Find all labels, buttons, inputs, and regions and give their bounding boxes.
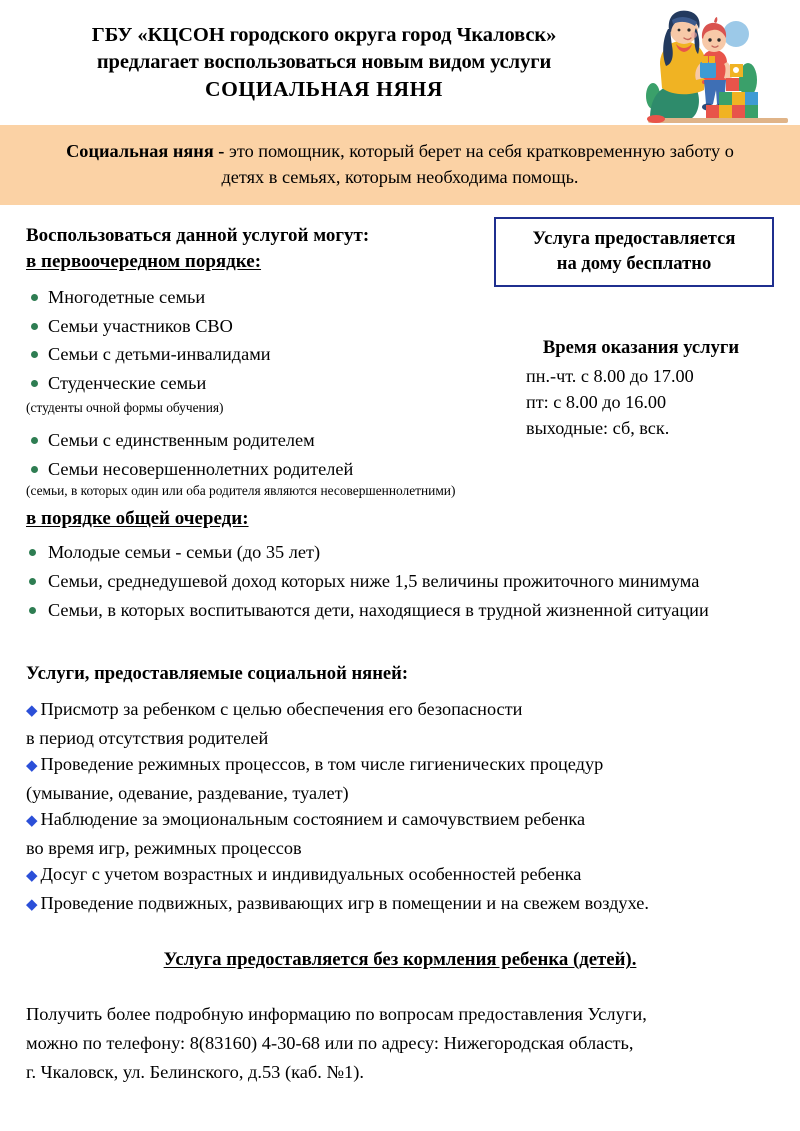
general-eligibility-list bbox=[26, 538, 774, 624]
definition-term: Социальная няня - bbox=[66, 141, 229, 161]
list-item bbox=[26, 696, 774, 725]
service-text: Проведение подвижных, развивающих игр в помещении и на свежем воздухе. bbox=[40, 892, 649, 913]
definition-banner bbox=[0, 125, 800, 205]
general-order-heading: в порядке общей очереди: bbox=[26, 508, 249, 529]
contacts-line-3: г. Чкаловск, ул. Белинского, д.53 (каб. №1). bbox=[26, 1062, 364, 1082]
diamond-bullet-icon: ◆ bbox=[26, 703, 38, 719]
list-item bbox=[26, 806, 774, 835]
minors-note: (семьи, в которых один или оба родителя являются несовершеннолетними) bbox=[26, 483, 456, 498]
diamond-bullet-icon: ◆ bbox=[26, 758, 38, 774]
no-feeding-notice bbox=[26, 946, 774, 973]
service-hours-row: выходные: сб, вск. bbox=[526, 418, 670, 438]
service-continuation: во время игр, режимных процессов bbox=[26, 837, 302, 858]
eligibility-and-info-columns bbox=[26, 205, 774, 480]
contacts-line-2: можно по телефону: 8(83160) 4-30-68 или по адресу: Нижегородская область, bbox=[26, 1033, 634, 1053]
list-item bbox=[26, 861, 774, 890]
definition-body: это помощник, который берет на себя кратковременную заботу о детях в семьях, которым необходима помощь. bbox=[221, 141, 734, 187]
page-title-line-3: СОЦИАЛЬНАЯ НЯНЯ bbox=[204, 77, 444, 101]
service-text: Наблюдение за эмоциональным состоянием и самочувствием ребенка bbox=[40, 809, 586, 829]
nanny-with-child-illustration bbox=[644, 4, 792, 136]
list-item: Семьи участников СВО bbox=[26, 313, 496, 340]
main-content bbox=[0, 205, 800, 1087]
eligibility-heading bbox=[26, 223, 496, 275]
services-list bbox=[26, 696, 774, 918]
no-feeding-notice-text: Услуга предоставляется без кормления ребенка (детей). bbox=[163, 949, 637, 970]
free-at-home-box bbox=[494, 217, 774, 287]
diamond-bullet-icon: ◆ bbox=[26, 813, 38, 829]
definition-text bbox=[44, 138, 756, 190]
contacts-line-1: Получить более подробную информацию по вопросам предоставления Услуги, bbox=[26, 1004, 647, 1024]
service-info-column bbox=[494, 217, 774, 441]
diamond-bullet-icon: ◆ bbox=[26, 868, 38, 884]
list-item: Семьи несовершеннолетних родителей bbox=[26, 456, 496, 483]
list-item: Семьи с детьми-инвалидами bbox=[26, 341, 496, 368]
page-title-line-2: предлагает воспользоваться новым видом услуги bbox=[96, 51, 552, 73]
service-continuation: (умывание, одевание, раздевание, туалет) bbox=[26, 782, 349, 803]
eligibility-column bbox=[26, 223, 496, 484]
priority-eligibility-list bbox=[26, 284, 496, 396]
service-text: Проведение режимных процессов, в том числе гигиенических процедур bbox=[40, 754, 604, 774]
priority-order-heading: в первоочередном порядке: bbox=[26, 251, 262, 272]
free-box-line-2: на дому бесплатно bbox=[556, 253, 712, 274]
students-note: (студенты очной формы обучения) bbox=[26, 400, 224, 415]
list-item bbox=[26, 890, 774, 919]
header bbox=[0, 0, 800, 125]
list-item: Семьи с единственным родителем bbox=[26, 427, 496, 454]
service-hours-block bbox=[494, 334, 774, 441]
free-box-line-1: Услуга предоставляется bbox=[532, 228, 736, 249]
priority-eligibility-list-2 bbox=[26, 427, 496, 482]
list-item: Семьи, в которых воспитываются дети, находящиеся в трудной жизненной ситуации bbox=[26, 596, 774, 624]
services-heading: Услуги, предоставляемые социальной няней: bbox=[26, 663, 409, 684]
services-section bbox=[26, 660, 774, 918]
service-hours-row: пн.-чт. с 8.00 до 17.00 bbox=[526, 366, 694, 386]
list-item bbox=[26, 751, 774, 780]
header-title-block bbox=[14, 22, 634, 103]
diamond-bullet-icon: ◆ bbox=[26, 896, 38, 913]
service-hours-title: Время оказания услуги bbox=[542, 337, 740, 358]
list-item: Молодые семьи - семьи (до 35 лет) bbox=[26, 538, 774, 566]
list-item: Многодетные семьи bbox=[26, 284, 496, 311]
eligibility-heading-line: Воспользоваться данной услугой могут: bbox=[26, 225, 370, 246]
contacts-block bbox=[26, 1000, 774, 1087]
page-title-line-1: ГБУ «КЦСОН городского округа город Чкаловск» bbox=[91, 24, 557, 46]
list-item: Семьи, среднедушевой доход которых ниже 1,5 величины прожиточного минимума bbox=[26, 567, 774, 595]
list-item: Студенческие семьи bbox=[26, 370, 496, 397]
service-hours-row: пт: с 8.00 до 16.00 bbox=[526, 392, 667, 412]
service-text: Досуг с учетом возрастных и индивидуальных особенностей ребенка bbox=[40, 864, 582, 884]
service-text: Присмотр за ребенком с целью обеспечения его безопасности bbox=[40, 699, 523, 719]
service-continuation: в период отсутствия родителей bbox=[26, 727, 269, 748]
